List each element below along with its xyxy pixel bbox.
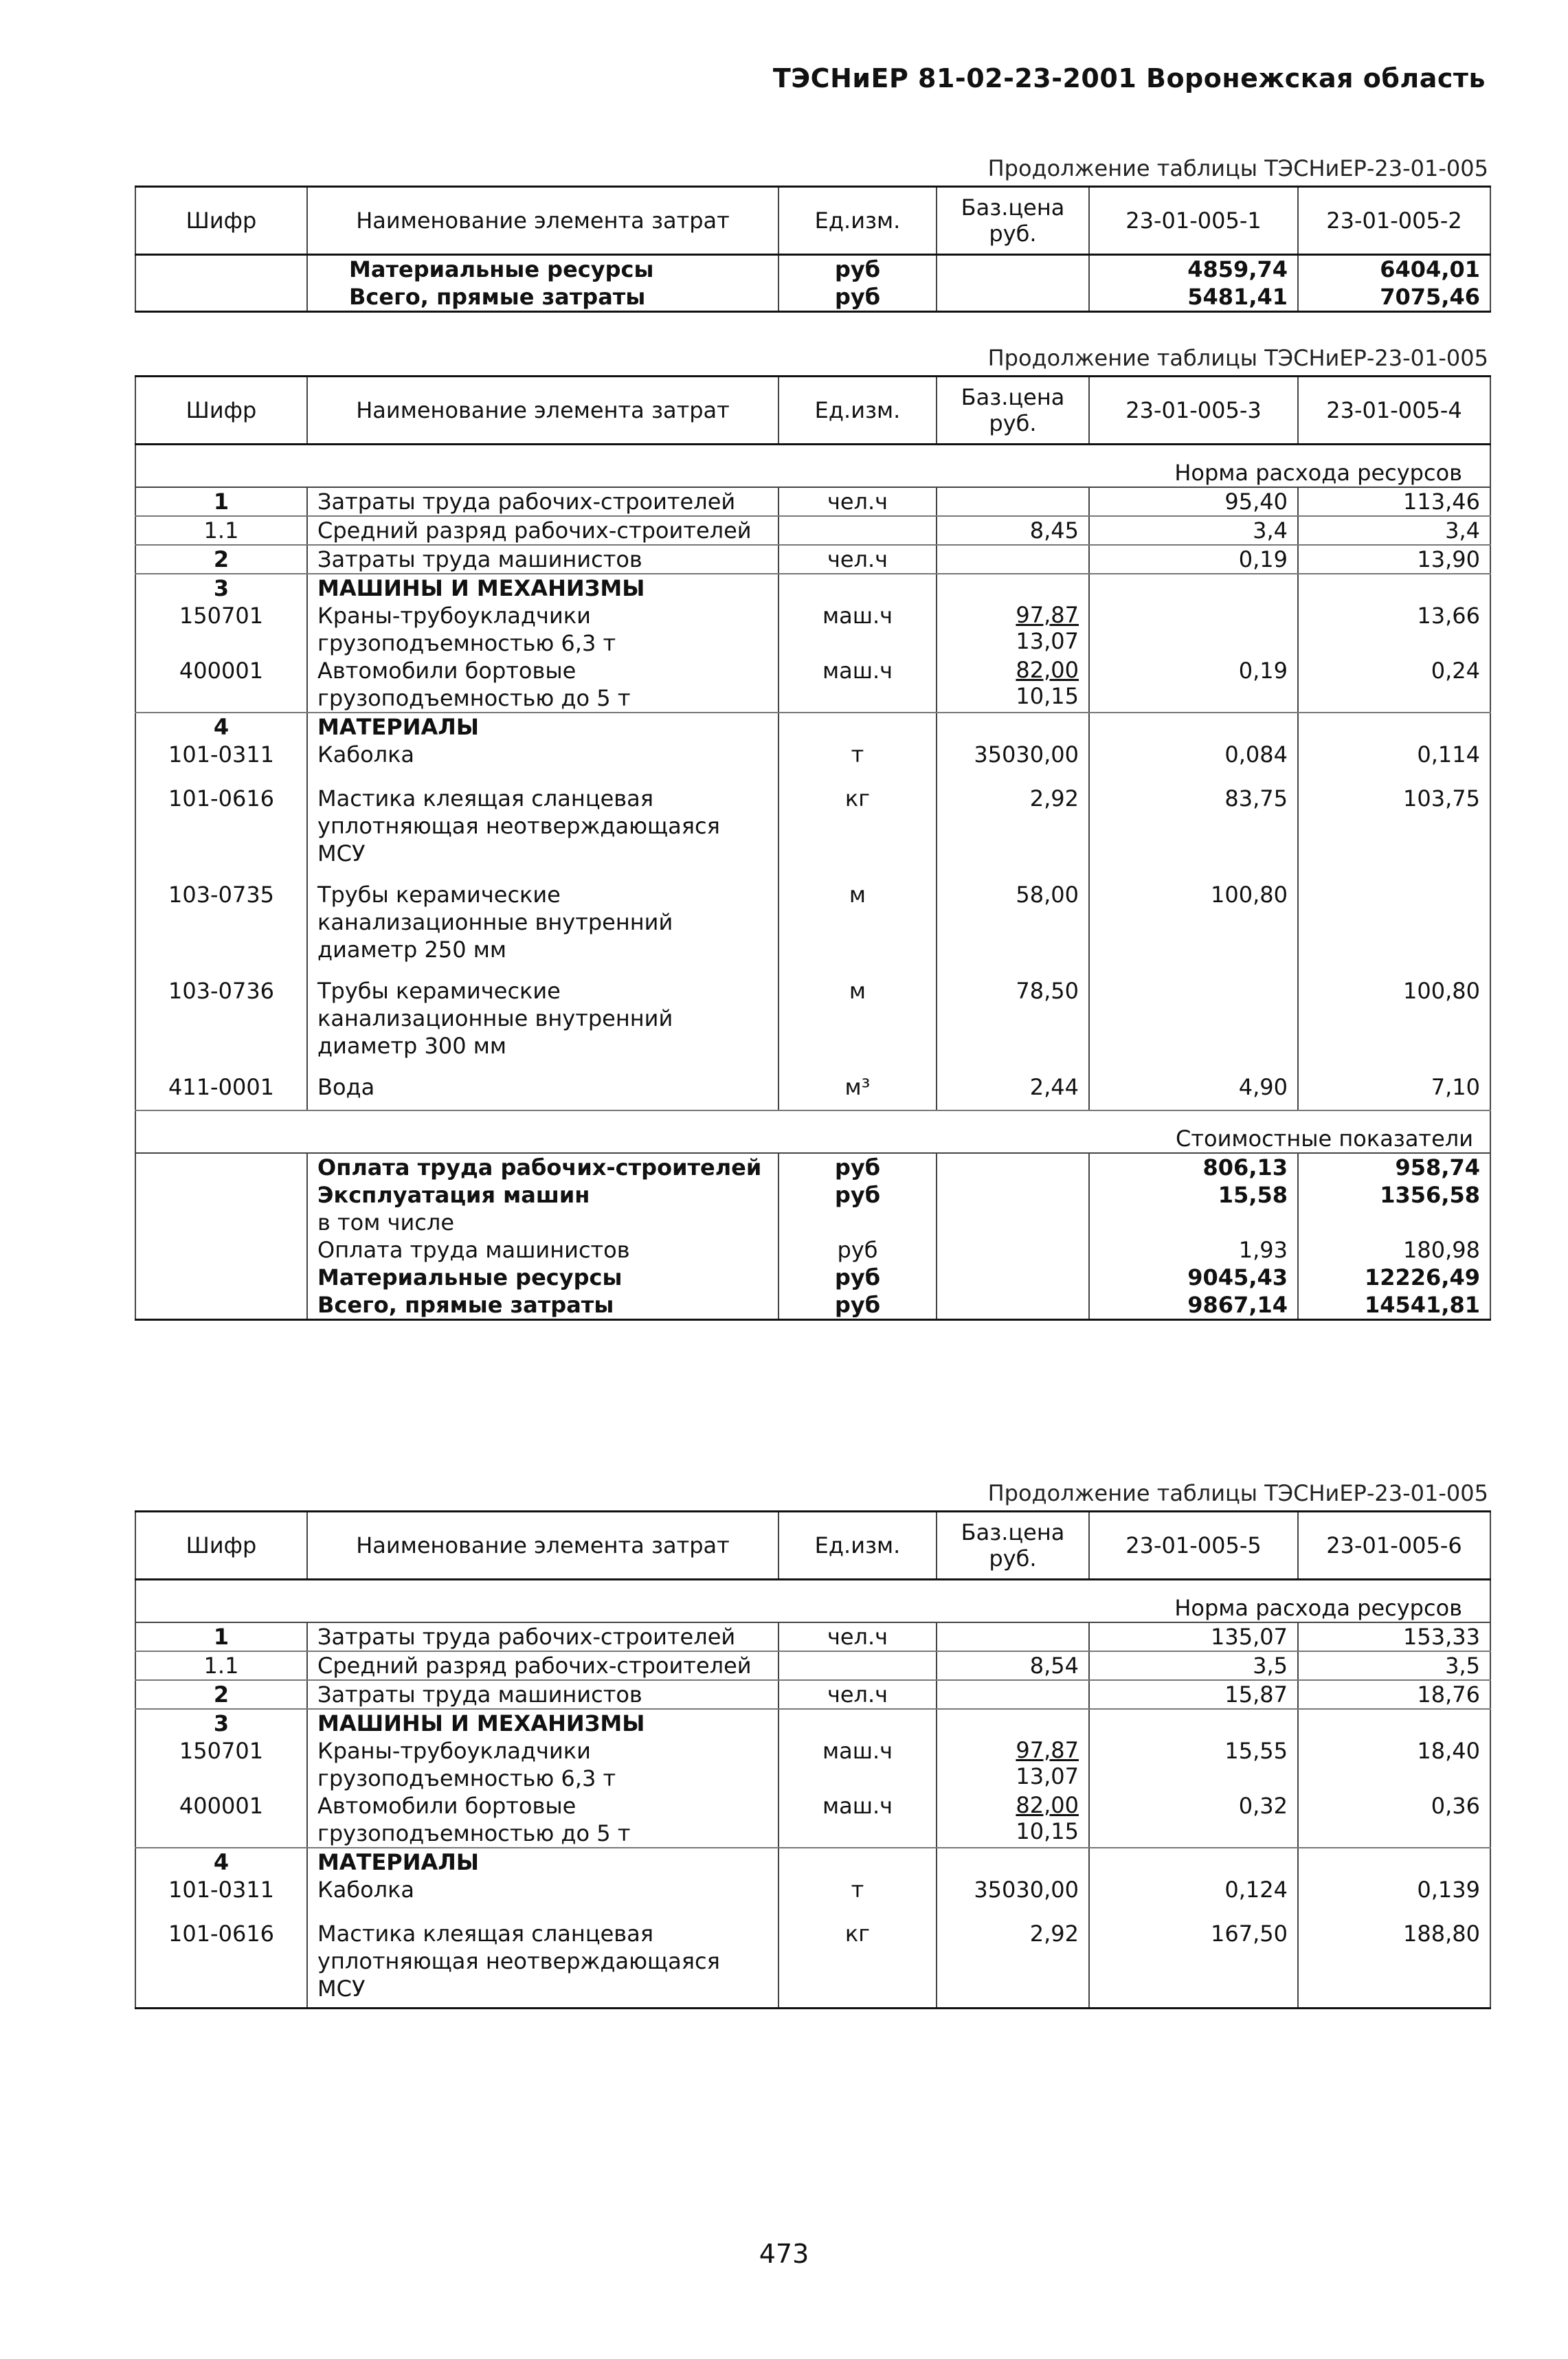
- table-header-row: [135, 377, 1490, 445]
- table-row: [135, 255, 1490, 284]
- section-row: [135, 1848, 1490, 1876]
- row-name: Мастика клеящая сланцевая уплотняющая неотверждающаяся МСУ: [307, 785, 779, 881]
- row-value-a: 135,07: [1089, 1622, 1298, 1651]
- row-code: 1: [135, 1622, 307, 1651]
- table-row: [135, 283, 1490, 312]
- table-row: [135, 1622, 1490, 1651]
- row-value-a: 0,19: [1089, 657, 1298, 713]
- col-header-price: Баз.цена руб.: [937, 377, 1089, 445]
- row-code: 411-0001: [135, 1073, 307, 1110]
- row-value-a: [1089, 602, 1298, 657]
- cost-label: Стоимостные показатели: [135, 1125, 1490, 1153]
- row-value-b: 0,36: [1298, 1792, 1490, 1848]
- row-price: 8,45: [937, 516, 1089, 545]
- row-value-a: 0,084: [1089, 741, 1298, 785]
- cost-value-b: 12226,49: [1298, 1264, 1490, 1291]
- row-value-b: 103,75: [1298, 785, 1490, 881]
- cost-value-b: 14541,81: [1298, 1291, 1490, 1320]
- row-code: 1.1: [135, 1651, 307, 1680]
- row-unit: чел.ч: [779, 1622, 937, 1651]
- row-name: Затраты труда машинистов: [307, 545, 779, 574]
- cost-name: Оплата труда машинистов: [307, 1236, 779, 1264]
- cost-row: [135, 1236, 1490, 1264]
- row-price-fraction: $\frac{82,00}{10,15}$: [1016, 657, 1079, 709]
- col-header-code: Шифр: [135, 1512, 307, 1580]
- row-price: 2,92: [937, 785, 1089, 881]
- row-value-b: 100,80: [1298, 977, 1490, 1073]
- row-value-a: 83,75: [1089, 785, 1298, 881]
- col-header-a: 23-01-005-5: [1089, 1512, 1298, 1580]
- row-value-a: [1089, 977, 1298, 1073]
- row-unit: маш.ч: [779, 602, 937, 657]
- row-name: Каболка: [307, 741, 779, 785]
- document-header: ТЭСНиЕР 81-02-23-2001 Воронежская область: [772, 63, 1486, 93]
- row-unit: м: [779, 881, 937, 977]
- row-code: 1.1: [135, 516, 307, 545]
- section-code: 3: [135, 574, 307, 602]
- row-name: Автомобили бортовые грузоподъемностью до 5 т: [307, 1792, 779, 1848]
- row-code: 150701: [135, 1737, 307, 1792]
- row-unit: м: [779, 977, 937, 1073]
- cost-name: Эксплуатация машин: [307, 1181, 779, 1209]
- table-row: [135, 1073, 1490, 1110]
- row-name: Трубы керамические канализационные внутренний диаметр 250 мм: [307, 881, 779, 977]
- cost-value-b: [1298, 1209, 1490, 1236]
- row-value-a: 0,19: [1089, 545, 1298, 574]
- col-header-b: 23-01-005-2: [1298, 187, 1490, 255]
- row-code: 1: [135, 487, 307, 516]
- row-value-a: 3,5: [1089, 1651, 1298, 1680]
- section-code: 3: [135, 1709, 307, 1737]
- row-name: Краны-трубоукладчики грузоподъемностью 6,3 т: [307, 1737, 779, 1792]
- col-header-unit: Ед.изм.: [779, 1512, 937, 1580]
- row-name: Всего, прямые затраты: [307, 283, 779, 312]
- row-value-b: 0,114: [1298, 741, 1490, 785]
- cost-value-b: 958,74: [1298, 1153, 1490, 1181]
- col-header-a: 23-01-005-3: [1089, 377, 1298, 445]
- row-unit: чел.ч: [779, 487, 937, 516]
- row-value-b: 6404,01: [1298, 255, 1490, 284]
- table-row: [135, 881, 1490, 977]
- row-code: 2: [135, 545, 307, 574]
- row-code: 2: [135, 1680, 307, 1709]
- table-row: [135, 1792, 1490, 1848]
- row-unit: [779, 1651, 937, 1680]
- col-header-code: Шифр: [135, 377, 307, 445]
- table-row: [135, 602, 1490, 657]
- norm-label: Норма расхода ресурсов: [135, 1594, 1490, 1622]
- row-name: Вода: [307, 1073, 779, 1110]
- section-row: [135, 713, 1490, 741]
- row-unit: т: [779, 741, 937, 785]
- row-value-b: 0,24: [1298, 657, 1490, 713]
- col-header-b: 23-01-005-6: [1298, 1512, 1490, 1580]
- cost-row: [135, 1264, 1490, 1291]
- row-value-b: 13,90: [1298, 545, 1490, 574]
- table-header-row: [135, 1512, 1490, 1580]
- row-price: [937, 487, 1089, 516]
- row-value-a: 95,40: [1089, 487, 1298, 516]
- cost-value-a: 1,93: [1089, 1236, 1298, 1264]
- table-row: [135, 741, 1490, 785]
- row-value-a: 0,124: [1089, 1876, 1298, 1920]
- row-code: 101-0616: [135, 1920, 307, 2008]
- cost-row: [135, 1181, 1490, 1209]
- table-row: [135, 657, 1490, 713]
- table-row: [135, 545, 1490, 574]
- row-price: 35030,00: [937, 1876, 1089, 1920]
- row-value-b: 3,4: [1298, 516, 1490, 545]
- row-code: 400001: [135, 657, 307, 713]
- row-value-b: 0,139: [1298, 1876, 1490, 1920]
- row-name: Мастика клеящая сланцевая уплотняющая неотверждающаяся МСУ: [307, 1920, 779, 2008]
- row-unit: руб: [779, 283, 937, 312]
- norm-label: Норма расхода ресурсов: [135, 459, 1490, 487]
- table-continuation-label: Продолжение таблицы ТЭСНиЕР-23-01-005: [987, 345, 1488, 371]
- cost-unit: [779, 1209, 937, 1236]
- row-value-a: 4,90: [1089, 1073, 1298, 1110]
- row-value-a: 15,87: [1089, 1680, 1298, 1709]
- section-code: 4: [135, 1848, 307, 1876]
- table-row: [135, 1920, 1490, 2008]
- row-price: [937, 1680, 1089, 1709]
- row-name: Каболка: [307, 1876, 779, 1920]
- row-value-b: 113,46: [1298, 487, 1490, 516]
- page-number: 473: [759, 2239, 809, 2269]
- row-name: Краны-трубоукладчики грузоподъемностью 6,3 т: [307, 602, 779, 657]
- cost-value-b: 1356,58: [1298, 1181, 1490, 1209]
- col-header-unit: Ед.изм.: [779, 377, 937, 445]
- row-code: 103-0735: [135, 881, 307, 977]
- row-unit: м³: [779, 1073, 937, 1110]
- row-unit: руб: [779, 255, 937, 284]
- row-code: 101-0311: [135, 741, 307, 785]
- table-row: [135, 1737, 1490, 1792]
- col-header-code: Шифр: [135, 187, 307, 255]
- section-row: [135, 574, 1490, 602]
- row-name: Затраты труда рабочих-строителей: [307, 1622, 779, 1651]
- row-price: 58,00: [937, 881, 1089, 977]
- row-unit: маш.ч: [779, 1737, 937, 1792]
- resource-table-1: [135, 186, 1491, 313]
- row-name: Материальные ресурсы: [307, 255, 779, 284]
- cost-name: Материальные ресурсы: [307, 1264, 779, 1291]
- table-row: [135, 1680, 1490, 1709]
- row-unit: т: [779, 1876, 937, 1920]
- section-row: [135, 1709, 1490, 1737]
- resource-table-3: [135, 1510, 1491, 2009]
- cost-row: [135, 1291, 1490, 1320]
- cost-value-a: 806,13: [1089, 1153, 1298, 1181]
- row-name: Автомобили бортовые грузоподъемностью до 5 т: [307, 657, 779, 713]
- col-header-b: 23-01-005-4: [1298, 377, 1490, 445]
- row-unit: кг: [779, 1920, 937, 2008]
- row-name: Затраты труда машинистов: [307, 1680, 779, 1709]
- row-name: Затраты труда рабочих-строителей: [307, 487, 779, 516]
- row-value-a: 167,50: [1089, 1920, 1298, 2008]
- row-unit: чел.ч: [779, 1680, 937, 1709]
- row-value-b: 7,10: [1298, 1073, 1490, 1110]
- row-price: [937, 545, 1089, 574]
- cost-unit: руб: [779, 1236, 937, 1264]
- row-unit: чел.ч: [779, 545, 937, 574]
- row-code: 400001: [135, 1792, 307, 1848]
- row-unit: кг: [779, 785, 937, 881]
- col-header-name: Наименование элемента затрат: [307, 187, 779, 255]
- row-value-b: 188,80: [1298, 1920, 1490, 2008]
- row-value-b: 3,5: [1298, 1651, 1490, 1680]
- col-header-unit: Ед.изм.: [779, 187, 937, 255]
- table-continuation-label: Продолжение таблицы ТЭСНиЕР-23-01-005: [987, 1480, 1488, 1506]
- row-value-a: 100,80: [1089, 881, 1298, 977]
- row-value-a: 15,55: [1089, 1737, 1298, 1792]
- row-price: 35030,00: [937, 741, 1089, 785]
- row-price-fraction: $\frac{97,87}{13,07}$: [1016, 1737, 1079, 1789]
- section-code: 4: [135, 713, 307, 741]
- row-value-b: 153,33: [1298, 1622, 1490, 1651]
- table-header-row: [135, 187, 1490, 255]
- cost-name: Оплата труда рабочих-строителей: [307, 1153, 779, 1181]
- table-row: [135, 1651, 1490, 1680]
- row-code: 103-0736: [135, 977, 307, 1073]
- row-value-b: 7075,46: [1298, 283, 1490, 312]
- row-price-fraction: $\frac{97,87}{13,07}$: [1016, 602, 1079, 654]
- col-header-name: Наименование элемента затрат: [307, 1512, 779, 1580]
- row-value-b: 18,40: [1298, 1737, 1490, 1792]
- cost-name: Всего, прямые затраты: [307, 1291, 779, 1320]
- col-header-price: Баз.цена руб.: [937, 1512, 1089, 1580]
- row-price: [937, 1622, 1089, 1651]
- cost-label-row: [135, 1125, 1490, 1153]
- cost-value-a: 9867,14: [1089, 1291, 1298, 1320]
- table-row: [135, 977, 1490, 1073]
- section-title: МАШИНЫ И МЕХАНИЗМЫ: [307, 1709, 779, 1737]
- row-unit: маш.ч: [779, 657, 937, 713]
- norm-label-row: [135, 459, 1490, 487]
- row-code: 101-0311: [135, 1876, 307, 1920]
- col-header-a: 23-01-005-1: [1089, 187, 1298, 255]
- table-row: [135, 516, 1490, 545]
- cost-row: [135, 1153, 1490, 1181]
- cost-unit: руб: [779, 1264, 937, 1291]
- cost-unit: руб: [779, 1291, 937, 1320]
- row-price-fraction: $\frac{82,00}{10,15}$: [1016, 1792, 1079, 1844]
- cost-name: в том числе: [307, 1209, 779, 1236]
- row-value-b: 13,66: [1298, 602, 1490, 657]
- row-code: 101-0616: [135, 785, 307, 881]
- row-value-b: [1298, 881, 1490, 977]
- col-header-price: Баз.цена руб.: [937, 187, 1089, 255]
- row-value-a: 5481,41: [1089, 283, 1298, 312]
- row-name: Средний разряд рабочих-строителей: [307, 516, 779, 545]
- cost-value-a: [1089, 1209, 1298, 1236]
- row-price: 2,44: [937, 1073, 1089, 1110]
- cost-row: [135, 1209, 1490, 1236]
- col-header-name: Наименование элемента затрат: [307, 377, 779, 445]
- section-title: МАШИНЫ И МЕХАНИЗМЫ: [307, 574, 779, 602]
- row-unit: маш.ч: [779, 1792, 937, 1848]
- cost-value-a: 9045,43: [1089, 1264, 1298, 1291]
- row-price: 78,50: [937, 977, 1089, 1073]
- section-title: МАТЕРИАЛЫ: [307, 1848, 779, 1876]
- cost-value-a: 15,58: [1089, 1181, 1298, 1209]
- norm-label-row: [135, 1594, 1490, 1622]
- row-value-b: 18,76: [1298, 1680, 1490, 1709]
- row-value-a: 3,4: [1089, 516, 1298, 545]
- section-title: МАТЕРИАЛЫ: [307, 713, 779, 741]
- resource-table-2: [135, 375, 1491, 1321]
- row-price: 8,54: [937, 1651, 1089, 1680]
- row-value-a: 0,32: [1089, 1792, 1298, 1848]
- row-value-a: 4859,74: [1089, 255, 1298, 284]
- cost-unit: руб: [779, 1181, 937, 1209]
- row-name: Средний разряд рабочих-строителей: [307, 1651, 779, 1680]
- cost-unit: руб: [779, 1153, 937, 1181]
- table-row: [135, 785, 1490, 881]
- row-code: 150701: [135, 602, 307, 657]
- table-continuation-label: Продолжение таблицы ТЭСНиЕР-23-01-005: [987, 155, 1488, 181]
- row-name: Трубы керамические канализационные внутренний диаметр 300 мм: [307, 977, 779, 1073]
- table-row: [135, 1876, 1490, 1920]
- table-row: [135, 487, 1490, 516]
- row-unit: [779, 516, 937, 545]
- cost-value-b: 180,98: [1298, 1236, 1490, 1264]
- row-price: 2,92: [937, 1920, 1089, 2008]
